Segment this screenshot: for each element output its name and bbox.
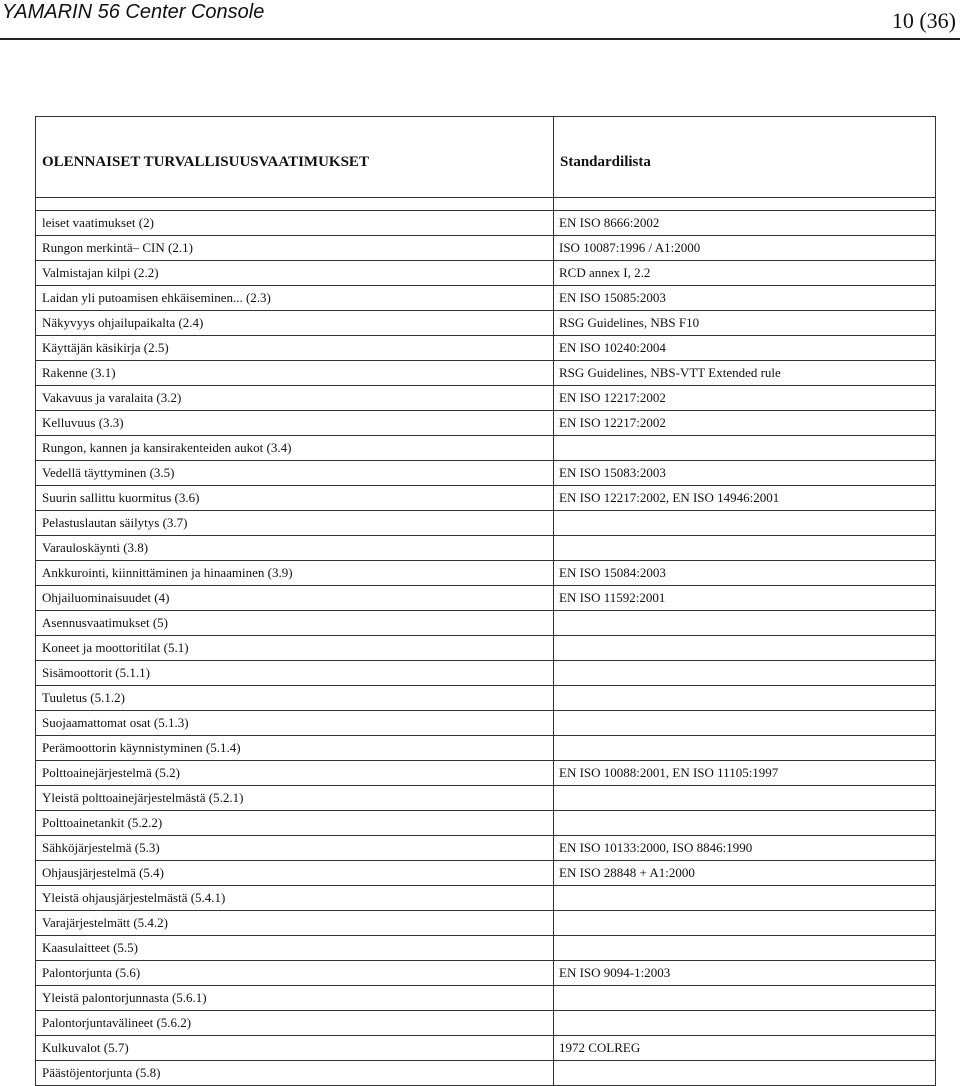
- table-row: [36, 311, 936, 336]
- spacer-row: [36, 198, 936, 211]
- table-body: [36, 198, 936, 1086]
- requirement-cell: Varauloskäynti (3.8): [36, 536, 554, 561]
- standard-cell: [554, 736, 936, 761]
- table-row: [36, 686, 936, 711]
- standard-cell: [554, 811, 936, 836]
- table-row: [36, 511, 936, 536]
- table-row: [36, 761, 936, 786]
- standard-cell: RCD annex I, 2.2: [554, 261, 936, 286]
- table-row: [36, 261, 936, 286]
- table-row: [36, 386, 936, 411]
- table-row: [36, 611, 936, 636]
- table-row: [36, 586, 936, 611]
- standard-cell: EN ISO 12217:2002: [554, 386, 936, 411]
- standard-cell: EN ISO 15084:2003: [554, 561, 936, 586]
- table-row: [36, 286, 936, 311]
- table-row: [36, 411, 936, 436]
- standard-cell: [554, 511, 936, 536]
- table-row: [36, 636, 936, 661]
- requirement-cell: Asennusvaatimukset (5): [36, 611, 554, 636]
- table-row: [36, 736, 936, 761]
- requirement-cell: Käyttäjän käsikirja (2.5): [36, 336, 554, 361]
- requirement-cell: Sisämoottorit (5.1.1): [36, 661, 554, 686]
- table-row: [36, 211, 936, 236]
- requirement-cell: Laidan yli putoamisen ehkäiseminen... (2.3): [36, 286, 554, 311]
- standard-cell: [554, 986, 936, 1011]
- table-row: [36, 986, 936, 1011]
- standard-cell: EN ISO 10240:2004: [554, 336, 936, 361]
- table-row: [36, 661, 936, 686]
- requirement-cell: Ankkurointi, kiinnittäminen ja hinaaminen (3.9): [36, 561, 554, 586]
- requirement-cell: leiset vaatimukset (2): [36, 211, 554, 236]
- table-row: [36, 486, 936, 511]
- standard-cell: EN ISO 12217:2002, EN ISO 14946:2001: [554, 486, 936, 511]
- requirement-cell: Varajärjestelmätt (5.4.2): [36, 911, 554, 936]
- header-divider: [0, 38, 960, 40]
- standard-cell: EN ISO 15083:2003: [554, 461, 936, 486]
- table-row: [36, 811, 936, 836]
- standard-cell: EN ISO 11592:2001: [554, 586, 936, 611]
- table-row: [36, 361, 936, 386]
- requirement-cell: Palontorjuntavälineet (5.6.2): [36, 1011, 554, 1036]
- standard-cell: [554, 436, 936, 461]
- table-row: [36, 436, 936, 461]
- standard-cell: EN ISO 9094-1:2003: [554, 961, 936, 986]
- requirement-cell: Perämoottorin käynnistyminen (5.1.4): [36, 736, 554, 761]
- page-header: [0, 0, 960, 36]
- standard-cell: EN ISO 10088:2001, EN ISO 11105:1997: [554, 761, 936, 786]
- requirement-cell: Koneet ja moottoritilat (5.1): [36, 636, 554, 661]
- table-row: [36, 961, 936, 986]
- standard-cell: [554, 636, 936, 661]
- standard-cell: [554, 936, 936, 961]
- requirement-cell: Pelastuslautan säilytys (3.7): [36, 511, 554, 536]
- table-row: [36, 1036, 936, 1061]
- standard-cell: [554, 911, 936, 936]
- standard-cell: EN ISO 12217:2002: [554, 411, 936, 436]
- standard-cell: [554, 611, 936, 636]
- requirement-cell: Yleistä palontorjunnasta (5.6.1): [36, 986, 554, 1011]
- page-number: 10 (36): [891, 8, 956, 33]
- table-row: [36, 786, 936, 811]
- requirement-cell: Vedellä täyttyminen (3.5): [36, 461, 554, 486]
- table-row: [36, 861, 936, 886]
- table-row: [36, 561, 936, 586]
- requirement-cell: Kelluvuus (3.3): [36, 411, 554, 436]
- requirement-cell: Valmistajan kilpi (2.2): [36, 261, 554, 286]
- requirement-cell: Suurin sallittu kuormitus (3.6): [36, 486, 554, 511]
- requirement-cell: Tuuletus (5.1.2): [36, 686, 554, 711]
- table-row: [36, 1011, 936, 1036]
- table-row: [36, 236, 936, 261]
- requirement-cell: Ohjailuominaisuudet (4): [36, 586, 554, 611]
- requirement-cell: Yleistä ohjausjärjestelmästä (5.4.1): [36, 886, 554, 911]
- table-row: [36, 1061, 936, 1086]
- requirement-cell: Kaasulaitteet (5.5): [36, 936, 554, 961]
- requirement-cell: Näkyvyys ohjailupaikalta (2.4): [36, 311, 554, 336]
- standard-cell: EN ISO 15085:2003: [554, 286, 936, 311]
- table-row: [36, 536, 936, 561]
- standard-cell: RSG Guidelines, NBS F10: [554, 311, 936, 336]
- table-row: [36, 911, 936, 936]
- standards-table: [35, 116, 936, 1086]
- table-row: [36, 936, 936, 961]
- standard-cell: [554, 1061, 936, 1086]
- requirement-cell: Kulkuvalot (5.7): [36, 1036, 554, 1061]
- requirement-cell: Polttoainetankit (5.2.2): [36, 811, 554, 836]
- table-row: [36, 336, 936, 361]
- requirement-cell: Rungon merkintä– CIN (2.1): [36, 236, 554, 261]
- requirement-cell: Vakavuus ja varalaita (3.2): [36, 386, 554, 411]
- table-row: [36, 836, 936, 861]
- document-title: YAMARIN 56 Center Console: [2, 1, 265, 23]
- standard-cell: RSG Guidelines, NBS-VTT Extended rule: [554, 361, 936, 386]
- requirement-cell: Ohjausjärjestelmä (5.4): [36, 861, 554, 886]
- table-header-row: [36, 117, 936, 198]
- spacer-cell: [554, 198, 936, 211]
- requirement-cell: Polttoainejärjestelmä (5.2): [36, 761, 554, 786]
- standard-cell: ISO 10087:1996 / A1:2000: [554, 236, 936, 261]
- requirement-cell: Rungon, kannen ja kansirakenteiden aukot (3.4): [36, 436, 554, 461]
- standard-cell: EN ISO 8666:2002: [554, 211, 936, 236]
- requirement-cell: Päästöjentorjunta (5.8): [36, 1061, 554, 1086]
- standard-cell: [554, 536, 936, 561]
- requirement-cell: Yleistä polttoainejärjestelmästä (5.2.1): [36, 786, 554, 811]
- table-row: [36, 461, 936, 486]
- requirement-cell: Palontorjunta (5.6): [36, 961, 554, 986]
- table-row: [36, 711, 936, 736]
- column-header-standards: Standardilista: [554, 117, 936, 198]
- standard-cell: [554, 711, 936, 736]
- standard-cell: [554, 661, 936, 686]
- column-header-requirements: OLENNAISET TURVALLISUUSVAATIMUKSET: [36, 117, 554, 198]
- standard-cell: [554, 686, 936, 711]
- requirement-cell: Sähköjärjestelmä (5.3): [36, 836, 554, 861]
- standard-cell: [554, 1011, 936, 1036]
- standard-cell: EN ISO 10133:2000, ISO 8846:1990: [554, 836, 936, 861]
- requirement-cell: Suojaamattomat osat (5.1.3): [36, 711, 554, 736]
- standard-cell: [554, 886, 936, 911]
- table-row: [36, 886, 936, 911]
- spacer-cell: [36, 198, 554, 211]
- standard-cell: EN ISO 28848 + A1:2000: [554, 861, 936, 886]
- standard-cell: 1972 COLREG: [554, 1036, 936, 1061]
- requirement-cell: Rakenne (3.1): [36, 361, 554, 386]
- standard-cell: [554, 786, 936, 811]
